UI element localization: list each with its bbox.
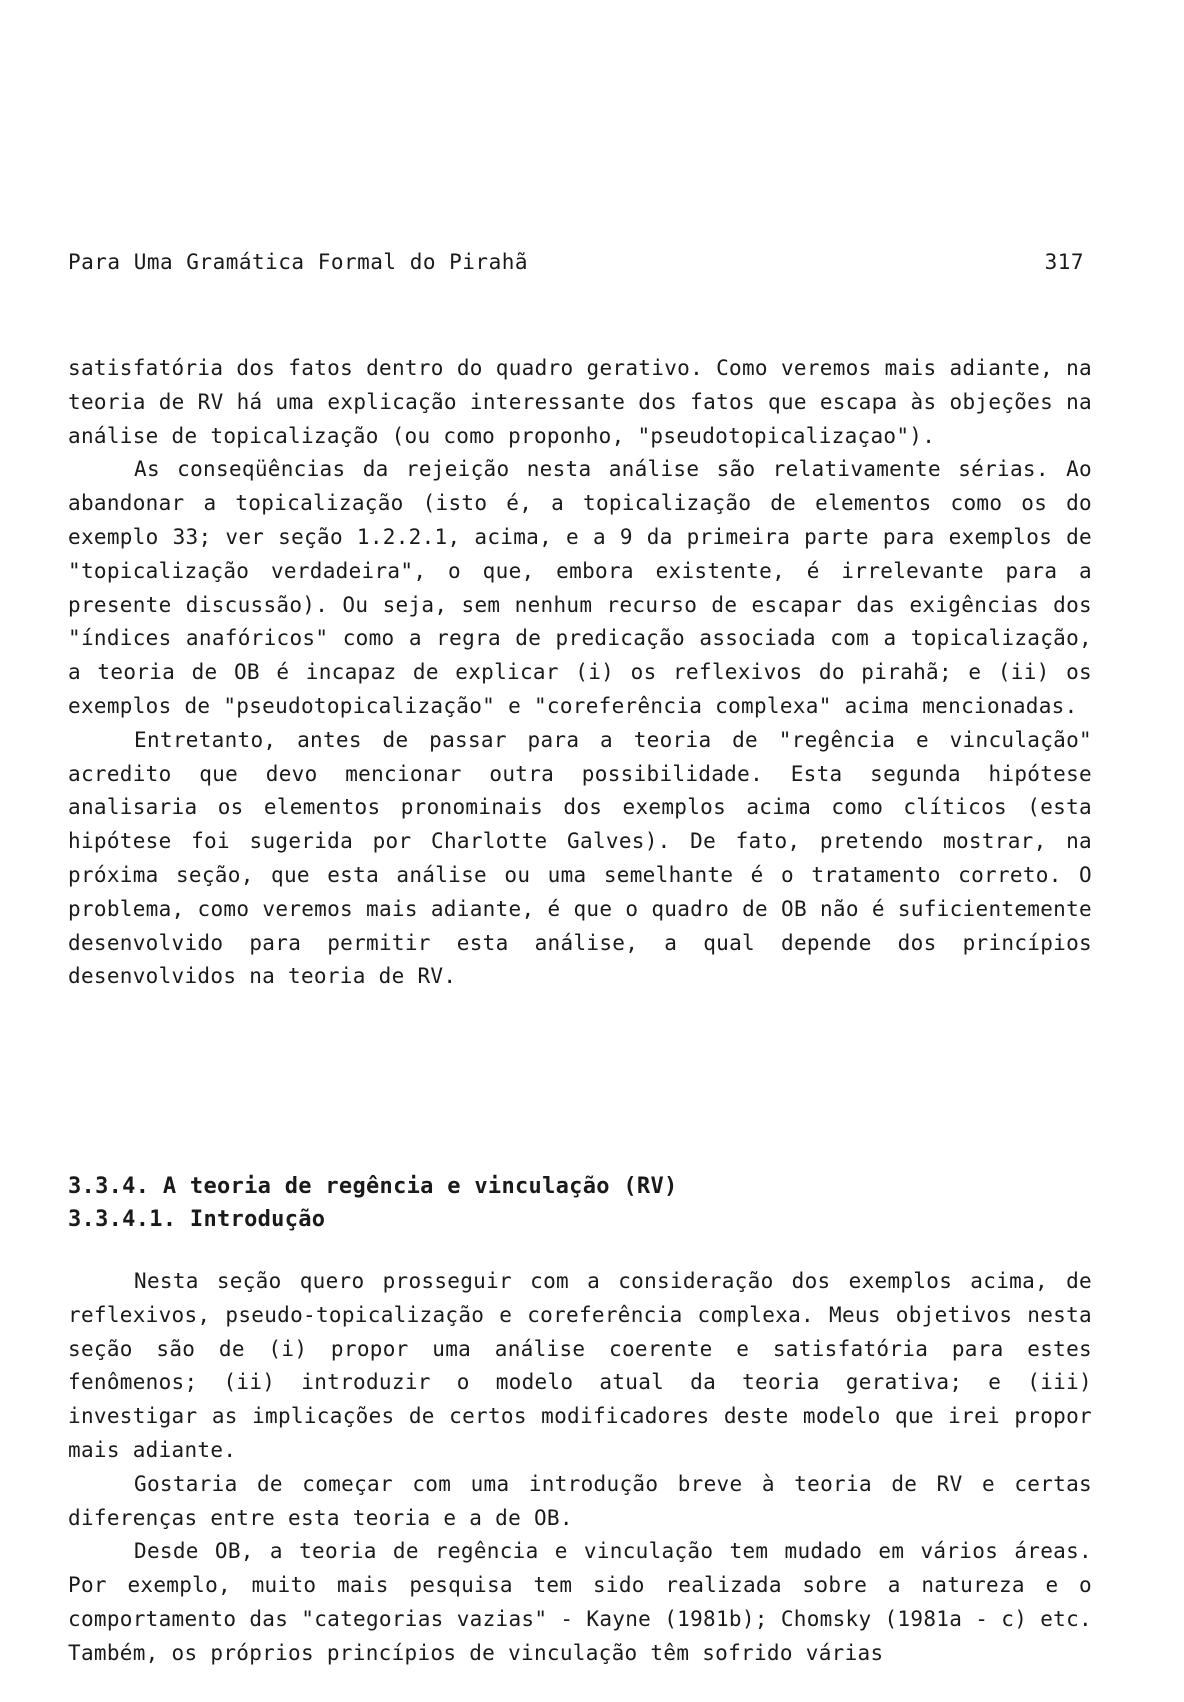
paragraph: As conseqüências da rejeição nesta análise são relativamente sérias. Ao abandonar a topicalização (isto é, a topicalização de elementos como os do exemplo 33; ver seção 1.2.2.1, acima, e a 9 da primeira parte para exemplos de "topicalização verdadeira", o que, embora existente, é irrelevante para a presente discussão). Ou seja, sem nenhum recurso de escapar das exigências dos "índices anafóricos" como a regra de predicação associada com a topicalização, a teoria de OB é incapaz de explicar (i) os reflexivos do pirahã; e (ii) os exemplos de "pseudotopicalização" e "coreferência complexa" acima mencionadas. [68, 457, 1092, 718]
paragraph: Nesta seção quero prosseguir com a consideração dos exemplos acima, de reflexivos, pseudo-topicalização e coreferência complexa. Meus objetivos nesta seção são de (i) propor uma análise coerente e satisfatória para estes fenômenos; (ii) introduzir o modelo atual da teoria gerativa; e (iii) investigar as implicações de certos modificadores deste modelo que irei propor mais adiante. [68, 1269, 1092, 1462]
text-block-continuation [68, 352, 1092, 994]
page-header [68, 250, 1084, 274]
paragraph: Desde OB, a teoria de regência e vinculação tem mudado em vários áreas. Por exemplo, muito mais pesquisa tem sido realizada sobre a natureza e o comportamento das "categorias vazias" - Kayne (1981b); Chomsky (1981a - c) etc. Também, os próprios princípios de vinculação têm sofrido várias [68, 1539, 1092, 1665]
section-heading: 3.3.4. A teoria de regência e vinculação (RV) [68, 1174, 678, 1199]
paragraph: satisfatória dos fatos dentro do quadro gerativo. Como veremos mais adiante, na teoria de RV há uma explicação interessante dos fatos que escapa às objeções na análise de topicalização (ou como proponho, "pseudotopicalizaçao"). [68, 356, 1092, 448]
paragraph: Gostaria de começar com uma introdução breve à teoria de RV e certas diferenças entre esta teoria e a de OB. [68, 1471, 1092, 1530]
text-block-introduction [68, 1265, 1092, 1671]
paragraph: Entretanto, antes de passar para a teoria de "regência e vinculação" acredito que devo mencionar outra possibilidade. Esta segunda hipótese analisaria os elementos pronominais dos exemplos acima como clíticos (esta hipótese foi sugerida por Charlotte Galves). De fato, pretendo mostrar, na próxima seção, que esta análise ou uma semelhante é o tratamento correto. O problema, como veremos mais adiante, é que o quadro de OB não é suficientemente desenvolvido para permitir esta análise, a qual depende dos princípios desenvolvidos na teoria de RV. [68, 727, 1092, 989]
page-number: 317 [1044, 250, 1084, 274]
subsection-heading: 3.3.4.1. Introdução [68, 1207, 326, 1232]
running-title: Para Uma Gramática Formal do Pirahã [68, 250, 529, 274]
section-headings [68, 1170, 678, 1236]
